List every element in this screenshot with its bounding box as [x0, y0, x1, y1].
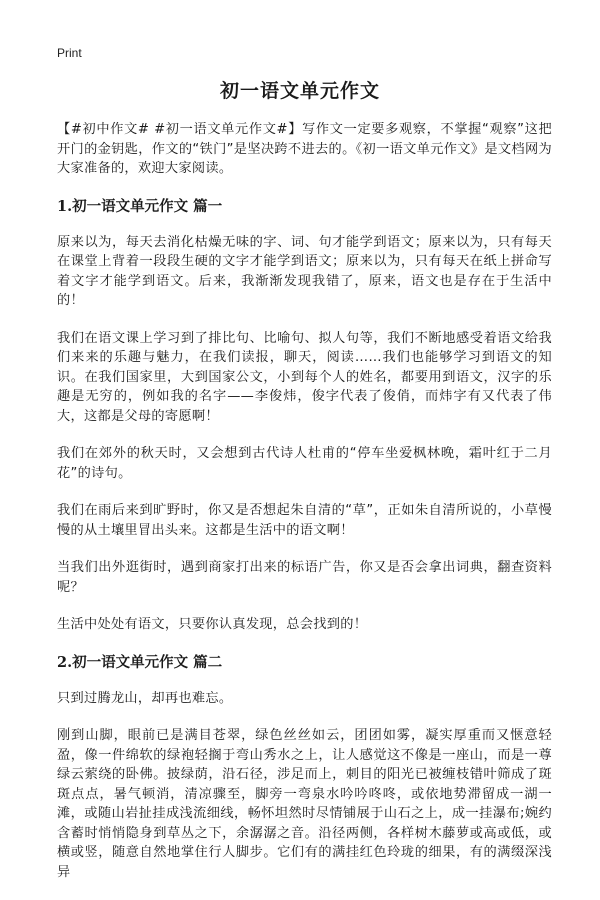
paragraph: 我们在语文课上学习到了排比句、比喻句、拟人句等，我们不断地感受着语文给我们来来的乐趣与魅力，在我们读报，聊天，阅读……我们也能够学习到语文的知识。在我们国家里，大到国家公文，小到每个人的姓名，都要用到语文，汉字的乐趣是无穷的，例如我的名字——李俊炜，俊字代表了俊俏，而炜字有又代表了伟大，这都是父母的寄愿啊！	[57, 330, 552, 424]
paragraph: 刚到山脚，眼前已是满目苍翠，绿色丝丝如云，团团如雾，凝实厚重而又惬意轻盈，像一件绵软的绿袍轻搁于弯山秀水之上，让人感觉这不像是一座山，而是一尊绿云萦绕的卧佛。披绿荫，沿石径，涉足而上，刺目的阳光已被缠枝错叶筛成了斑斑点点，暑气顿消，清凉骤至，脚旁一弯泉水吟吟咚咚，或依地势滞留成一湖一滩，或随山岩扯挂成浅流细线，畅怀坦然时尽情铺展于山石之上，成一挂瀑布;婉约含蓄时悄悄隐身到草丛之下，余潺潺之音。沿径两侧，各样树木藤萝或高或低，或横或竖，随意自然地掌住行人脚步。它们有的满挂红色玲珑的细果，有的满缀深浅异	[57, 728, 552, 880]
article-body	[57, 120, 552, 900]
section-heading: 1.初一语文单元作文 篇一	[57, 197, 223, 215]
section-body	[57, 689, 552, 883]
paragraph: 当我们出外逛街时，遇到商家打出来的标语广告，你又是否会拿出词典，翻查资料呢？	[57, 560, 552, 595]
section-2	[57, 653, 552, 883]
intro-paragraph: 【#初中作文# #初一语文单元作文#】写作文一定要多观察，不掌握“观察”这把开门的金钥匙，作文的“铁门”是坚决跨不进去的。《初一语文单元作文》是文档网为大家准备的，欢迎大家阅读。	[57, 122, 552, 176]
paragraph: 原来以为，每天去消化枯燥无味的字、词、句才能学到语文；原来以为，只有每天在课堂上背着一段段生硬的文字才能学到语文；原来以为，只有每天在纸上拼命写着文字才能学到语文。后来，我渐渐发现我错了，原来，语文也是存在于生活中的！	[57, 234, 552, 308]
section-body	[57, 233, 552, 635]
paragraph: 只到过腾龙山，却再也难忘。	[57, 690, 233, 706]
paragraph: 我们在雨后来到旷野时，你又是否想起朱自清的“草”，正如朱自清所说的，小草慢慢的从土壤里冒出头来。这都是生活中的语文啊！	[57, 503, 552, 538]
print-link[interactable]: Print	[57, 46, 82, 60]
paragraph: 生活中处处有语文，只要你认真发现，总会找到的！	[57, 617, 368, 632]
paragraph: 我们在郊外的秋天时，又会想到古代诗人杜甫的“停车坐爱枫林晚，霜叶红于二月花”的诗句。	[57, 446, 552, 481]
section-1	[57, 197, 552, 635]
section-heading: 2.初一语文单元作文 篇二	[57, 653, 223, 671]
page-title: 初一语文单元作文	[219, 80, 380, 102]
